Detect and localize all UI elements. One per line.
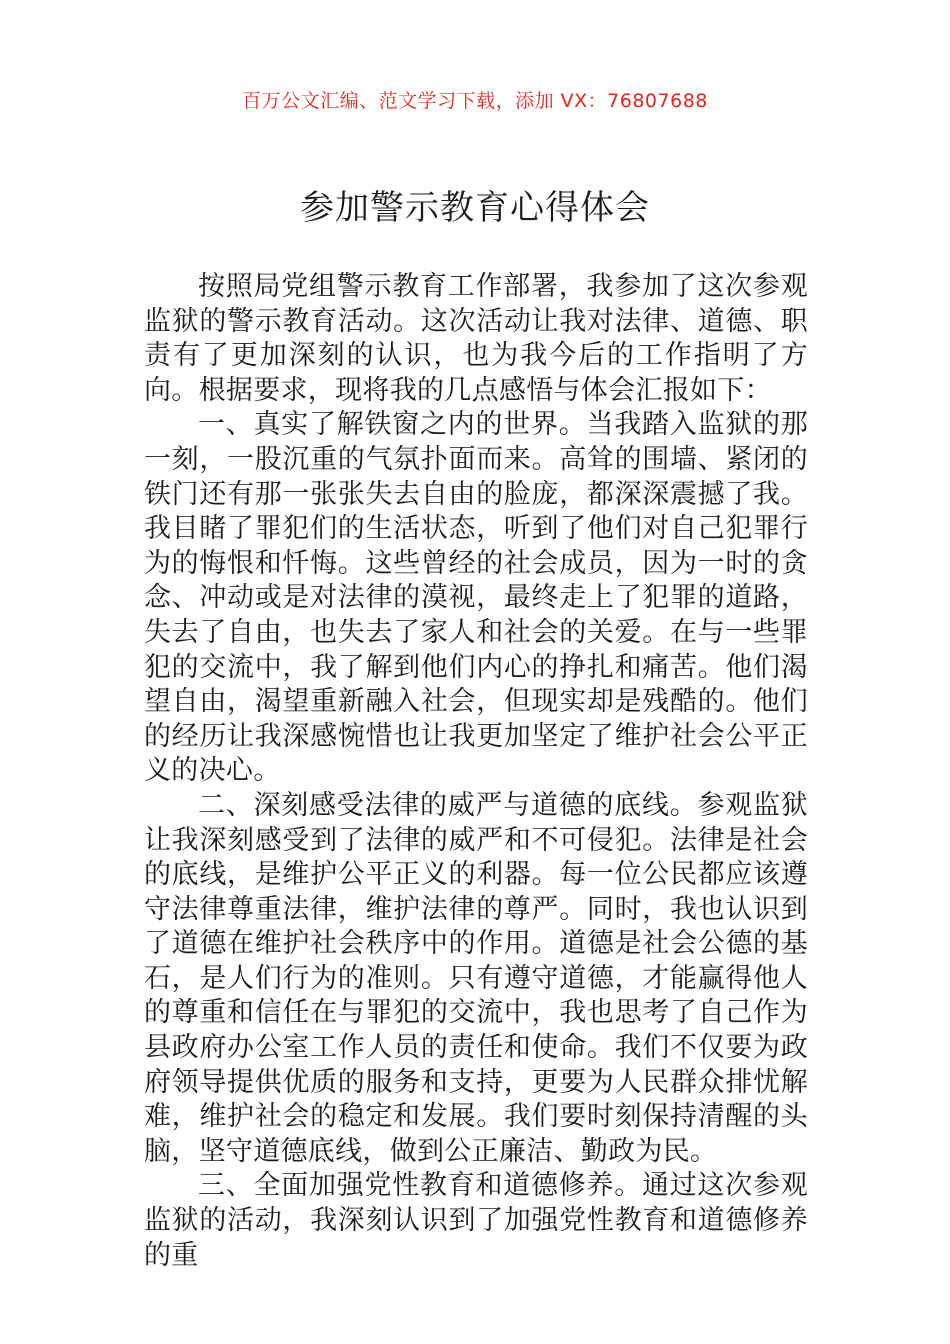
paragraph-intro: 按照局党组警示教育工作部署，我参加了这次参观监狱的警示教育活动。这次活动让我对法律、道德、职责有了更加深刻的认识，也为我今后的工作指明了方向。根据要求，现将我的几点感悟与体会汇报如下：	[144, 271, 808, 406]
watermark-header: 百万公文汇编、范文学习下载，添加 VX：76807688	[242, 90, 708, 112]
document-title: 参加警示教育心得体会	[300, 188, 650, 228]
paragraph-section-2: 二、深刻感受法律的威严与道德的底线。参观监狱让我深刻感受到了法律的威严和不可侵犯。法律是社会的底线，是维护公平正义的利器。每一位公民都应该遵守法律尊重法律，维护法律的尊严。同时，我也认识到了道德在维护社会秩序中的作用。道德是社会公德的基石，是人们行为的准则。只有遵守道德，才能赢得他人的尊重和信任在与罪犯的交流中，我也思考了自己作为县政府办公室工作人员的责任和使命。我们不仅要为政府领导提供优质的服务和支持，更要为人民群众排忧解难，维护社会的稳定和发展。我们要时刻保持清醒的头脑，坚守道德底线，做到公正廉洁、勤政为民。	[144, 789, 808, 1167]
document-body	[144, 270, 808, 1273]
paragraph-section-3: 三、全面加强党性教育和道德修养。通过这次参观监狱的活动，我深刻认识到了加强党性教育和道德修养的重	[144, 1170, 808, 1271]
paragraph-section-1: 一、真实了解铁窗之内的世界。当我踏入监狱的那一刻，一股沉重的气氛扑面而来。高耸的围墙、紧闭的铁门还有那一张张失去自由的脸庞，都深深震撼了我。我目睹了罪犯们的生活状态，听到了他们对自己犯罪行为的悔恨和忏悔。这些曾经的社会成员，因为一时的贪念、冲动或是对法律的漠视，最终走上了犯罪的道路，失去了自由，也失去了家人和社会的关爱。在与一些罪犯的交流中，我了解到他们内心的挣扎和痛苦。他们渴望自由，渴望重新融入社会，但现实却是残酷的。他们的经历让我深感惋惜也让我更加坚定了维护社会公平正义的决心。	[144, 409, 808, 787]
